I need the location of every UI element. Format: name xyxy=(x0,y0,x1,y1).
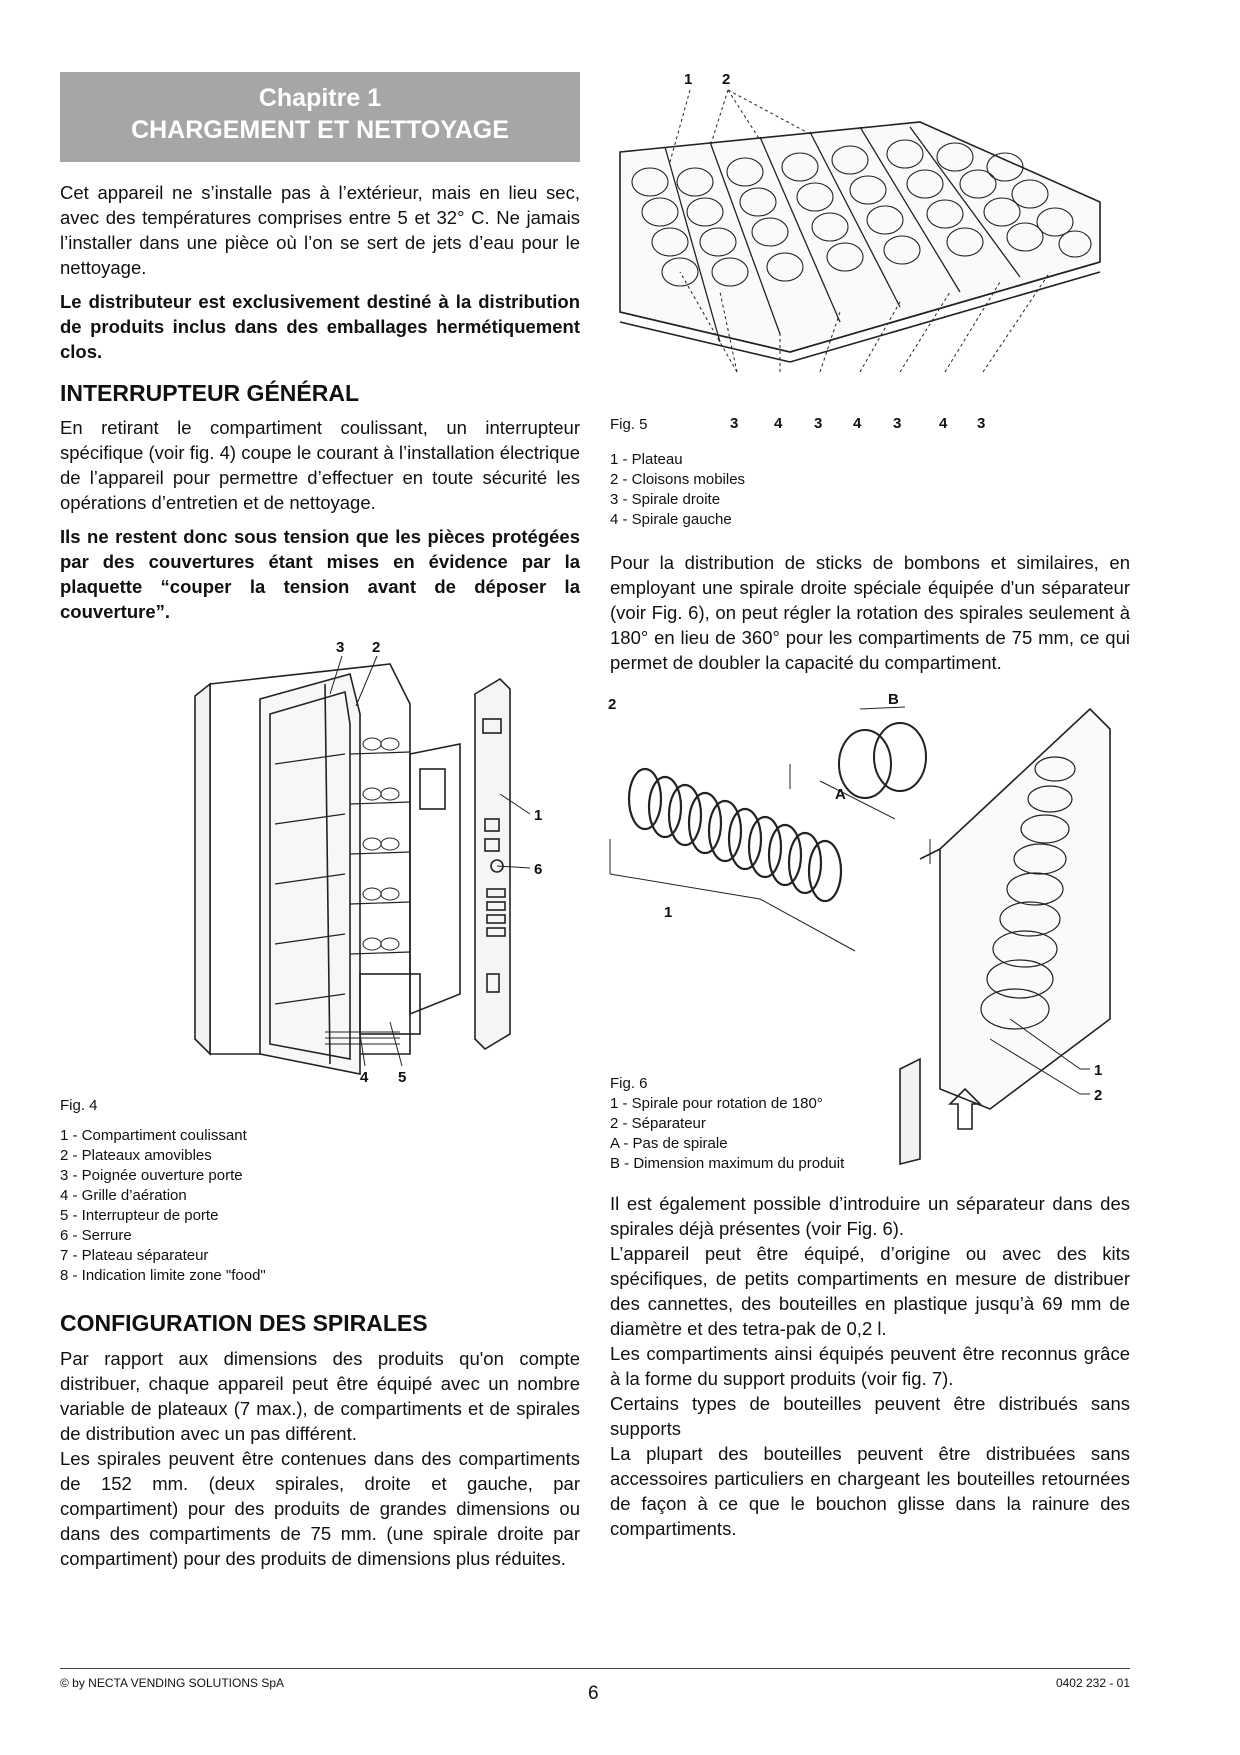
page-number: 6 xyxy=(588,1683,599,1704)
fig5-callout-top: 1 xyxy=(684,71,693,88)
fig6-callout-2: 2 xyxy=(608,696,617,713)
fig4-callout-2: 2 xyxy=(372,639,381,656)
document-code: 0402 232 - 01 xyxy=(1055,1676,1130,1690)
fig4-callout-6: 6 xyxy=(534,861,543,878)
fig5-callout-bottom: 3 xyxy=(977,415,986,432)
fig4-legend-item: 2 - Plateaux amovibles xyxy=(60,1147,212,1164)
fig5-callout-top: 2 xyxy=(722,71,731,88)
fig4-legend-item: 5 - Interrupteur de porte xyxy=(60,1207,219,1224)
fig4-legend xyxy=(60,1126,580,1286)
fig5-callout-bottom: 3 xyxy=(730,415,739,432)
bottles-paragraph-2: La plupart des bouteilles peuvent être distribuées sans accessoires particuliers en chargeant les bouteilles retournées de façon à ce que le bouchon glisse dans la rainure des compartiments. xyxy=(610,1443,1130,1539)
chapter-header xyxy=(60,72,580,162)
figure-4 xyxy=(60,634,580,1114)
fig6-legend-item: A - Pas de spirale xyxy=(610,1135,728,1152)
fig5-callout-bottom: 4 xyxy=(939,415,948,432)
fig6-callout-2-right: 2 xyxy=(1094,1087,1103,1104)
right-column xyxy=(610,72,1130,1541)
fig4-callout-3: 3 xyxy=(336,639,345,656)
sticks-paragraph: Pour la distribution de sticks de bombons et similaires, en employant une spirale droite spéciale équipée d'un séparateur (voir Fig. 6), on peut régler la rotation des spirales seulement à 180° en lieu de 360° pour les compartiments de 75 mm, ce qui permet de doubler la capacité du compartiment. xyxy=(610,552,1130,673)
spirales-paragraph-1: Par rapport aux dimensions des produits qu'on compte distribuer, chaque appareil peut être équipé avec un nombre variable de plateaux (7 max.), de compartiments et de spirales de distribution avec un pas différent. xyxy=(60,1348,580,1444)
vending-machine-illustration xyxy=(60,634,580,1114)
footer-divider xyxy=(60,1668,1130,1669)
fig6-callout-b: B xyxy=(888,691,899,708)
fig4-legend-item: 6 - Serrure xyxy=(60,1227,132,1244)
separator-paragraph: Il est également possible d’introduire un séparateur dans des spirales déjà présentes (voir Fig. 6). xyxy=(610,1193,1130,1239)
fig4-callout-4: 4 xyxy=(360,1069,369,1086)
kits-paragraph: L’appareil peut être équipé, d’origine ou avec des kits spécifiques, de petits compartiments en mesure de distribuer des cannettes, des bouteilles en plastique jusqu’à 69 mm de diamètre et des tetra-pak de 0,2 l. xyxy=(610,1243,1130,1339)
fig6-callout-1-right: 1 xyxy=(1094,1062,1103,1079)
spirales-paragraph-2: Les spirales peuvent être contenues dans des compartiments de 152 mm. (deux spirales, droite et gauche, par compartiment) pour des produits de grandes dimensions ou dans des compartiments de 75 mm. (une spirale droite par compartiment) pour des produits de dimensions plus réduites. xyxy=(60,1448,580,1569)
fig5-callout-bottom: 3 xyxy=(814,415,823,432)
fig5-legend-item: 4 - Spirale gauche xyxy=(610,511,732,528)
fig5-legend xyxy=(610,450,1130,530)
fig4-legend-item: 7 - Plateau séparateur xyxy=(60,1247,209,1264)
fig6-legend xyxy=(610,1094,844,1174)
fig4-legend-item: 8 - Indication limite zone "food" xyxy=(60,1267,266,1284)
fig5-callout-bottom: 4 xyxy=(853,415,862,432)
figure-6 xyxy=(610,689,1130,1179)
fig6-callout-1: 1 xyxy=(664,904,673,921)
fig6-legend-item: 1 - Spirale pour rotation de 180° xyxy=(610,1095,823,1112)
fig6-legend-item: B - Dimension maximum du produit xyxy=(610,1155,845,1172)
fig6-caption xyxy=(610,1074,844,1174)
intro-warning: Le distributeur est exclusivement destiné à la distribution de produits inclus dans des emballages hermétiquement clos. xyxy=(60,291,580,362)
tray-illustration xyxy=(610,72,1130,432)
chapter-title: CHARGEMENT ET NETTOYAGE xyxy=(131,116,509,144)
fig4-legend-item: 1 - Compartiment coulissant xyxy=(60,1127,247,1144)
intro-paragraph: Cet appareil ne s’installe pas à l’extérieur, mais en lieu sec, avec des températures comprises entre 5 et 32° C. Ne jamais l’installer dans une pièce où l’on se sert de jets d’eau pour le nettoyage. xyxy=(60,182,580,278)
fig5-label: Fig. 5 xyxy=(610,416,648,433)
fig6-label: Fig. 6 xyxy=(610,1075,648,1092)
fig4-legend-item: 3 - Poignée ouverture porte xyxy=(60,1167,243,1184)
footer-copyright: © by NECTA VENDING SOLUTIONS SpA xyxy=(60,1676,285,1690)
section-title-interrupteur: INTERRUPTEUR GÉNÉRAL xyxy=(60,380,360,406)
interrupteur-paragraph: En retirant le compartiment coulissant, un interrupteur spécifique (voir fig. 4) coupe le courant à l’installation électrique de l’appareil pour permettre d’effectuer en toute sécurité les opérations d’entretien et de nettoyage. xyxy=(60,417,580,513)
left-column xyxy=(60,72,580,1571)
fig5-callout-bottom: 4 xyxy=(774,415,783,432)
bottles-paragraph-1: Certains types de bouteilles peuvent être distribués sans supports xyxy=(610,1393,1130,1439)
fig4-label: Fig. 4 xyxy=(60,1097,98,1114)
chapter-number: Chapitre 1 xyxy=(258,84,382,112)
fig5-legend-item: 1 - Plateau xyxy=(610,451,683,468)
fig5-callout-bottom: 3 xyxy=(893,415,902,432)
fig5-legend-item: 3 - Spirale droite xyxy=(610,491,721,508)
fig4-callout-1: 1 xyxy=(534,807,543,824)
figure-5 xyxy=(610,72,1130,432)
recognition-paragraph: Les compartiments ainsi équipés peuvent être reconnus grâce à la forme du support produits (voir fig. 7). xyxy=(610,1343,1130,1389)
fig4-callout-5: 5 xyxy=(398,1069,407,1086)
interrupteur-warning: Ils ne restent donc sous tension que les pièces protégées par des couvertures étant mises en évidence par la plaquette “couper la tension avant de déposer la couverture”. xyxy=(60,526,580,622)
fig6-legend-item: 2 - Séparateur xyxy=(610,1115,706,1132)
fig5-legend-item: 2 - Cloisons mobiles xyxy=(610,471,746,488)
fig4-legend-item: 4 - Grille d’aération xyxy=(60,1187,187,1204)
fig6-callout-a: A xyxy=(835,786,846,803)
section-title-spirales: CONFIGURATION DES SPIRALES xyxy=(60,1310,428,1336)
